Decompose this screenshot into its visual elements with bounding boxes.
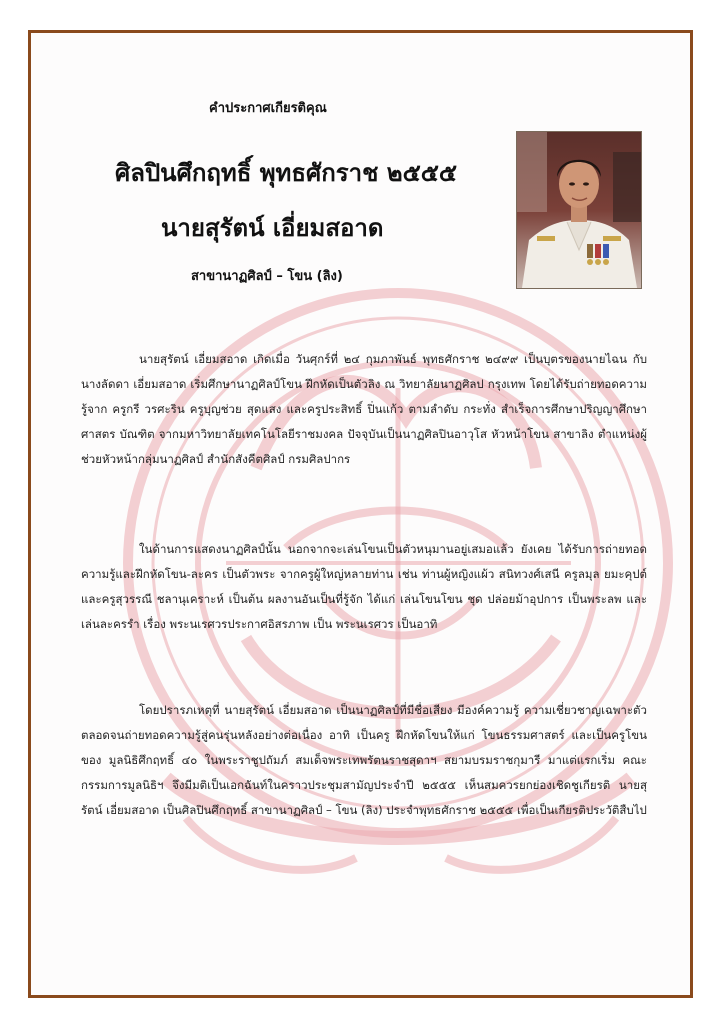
document-subheading: คำประกาศเกียรติคุณ bbox=[209, 101, 327, 116]
honoree-name: นายสุรัตน์ เอี่ยมสอาด bbox=[161, 214, 384, 242]
honoree-branch: สาขานาฏศิลป์ – โขน (ลิง) bbox=[191, 269, 343, 284]
document-title: ศิลปินศึกฤทธิ์ พุทธศักราช ๒๕๕๕ bbox=[115, 159, 458, 187]
certificate-frame bbox=[28, 30, 693, 998]
paragraph-performance: ในด้านการแสดงนาฏศิลป์นั้น นอกจากจะเล่นโขนเป็นตัวหนุมานอยู่เสมอแล้ว ยังเคย ได้รับการถ่ายทอดความรู้และฝึกหัดโขน-ละคร เป็นตัวพระ จากครูผู้ใหญ่หลายท่าน เช่น ท่านผู้หญิงแผ้ว สนิทวงศ์เสนี ครูลมุล ยมะคุปต์ และครูสุวรรณี ชลานุเคราะห์ เป็นต้น ผลงานอันเป็นที่รู้จัก ได้แก่ เล่นโขนโขน ชุด ปล่อยม้าอุปการ เป็นพระลพ และเล่นละครรำ เรื่อง พระนเรศวรประกาศอิสรภาพ เป็น พระนเรศวร เป็นอาทิ bbox=[81, 542, 647, 631]
paragraph-biography: นายสุรัตน์ เอี่ยมสอาด เกิดเมื่อ วันศุกร์ที่ ๒๔ กุมภาพันธ์ พุทธศักราช ๒๔๙๙ เป็นบุตรของนายไฉน กับนางลัดดา เอี่ยมสอาด เริ่มศึกษานาฏศิลป์โขน ฝึกหัดเป็นตัวลิง ณ วิทยาลัยนาฏศิลป กรุงเทพ โดยได้รับถ่ายทอดความรู้จาก ครูกรี วรศะริน ครูบุญช่วย สุดแสง และครูประสิทธิ์ ปิ่นแก้ว ตามลำดับ กระทั่ง สำเร็จการศึกษาปริญญาศึกษาศาสตร บัณฑิต จากมหาวิทยาลัยเทคโนโลยีราชมงคล ปัจจุบันเป็นนาฏศิลปินอาวุโส หัวหน้าโขน สาขาลิง ตำแหน่งผู้ช่วยหัวหน้ากลุ่มนาฏศิลป์ สำนักสังคีตศิลป์ กรมศิลปากร bbox=[81, 352, 647, 466]
portrait-photo bbox=[516, 131, 642, 289]
paragraph-award: โดยปรารภเหตุที่ นายสุรัตน์ เอี่ยมสอาด เป็นนาฏศิลป์ที่มีชื่อเสียง มีองค์ความรู้ ความเชี่ยวชาญเฉพาะตัว ตลอดจนถ่ายทอดความรู้สู่คนรุ่นหลังอย่างต่อเนื่อง อาทิ เป็นครู ฝึกหัดโขนให้แก่ โขนธรรมศาสตร์ และเป็นครูโขนของ มูลนิธิศึกฤทธิ์ ๔๐ ในพระราชูปถัมภ์ สมเด็จพระเทพรัตนราชสุดาฯ สยามบรมราชกุมารี มาแต่แรกเริ่ม คณะกรรมการมูลนิธิฯ จึงมีมติเป็นเอกฉันท์ในคราวประชุมสามัญประจำปี ๒๕๕๕ เห็นสมควรยกย่องเชิดชูเกียรติ นายสุรัตน์ เอี่ยมสอาด เป็นศิลปินศึกฤทธิ์ สาขานาฏศิลป์ – โขน (ลิง) ประจำพุทธศักราช ๒๕๕๕ เพื่อเป็นเกียรติประวัติสืบไป bbox=[81, 703, 647, 817]
